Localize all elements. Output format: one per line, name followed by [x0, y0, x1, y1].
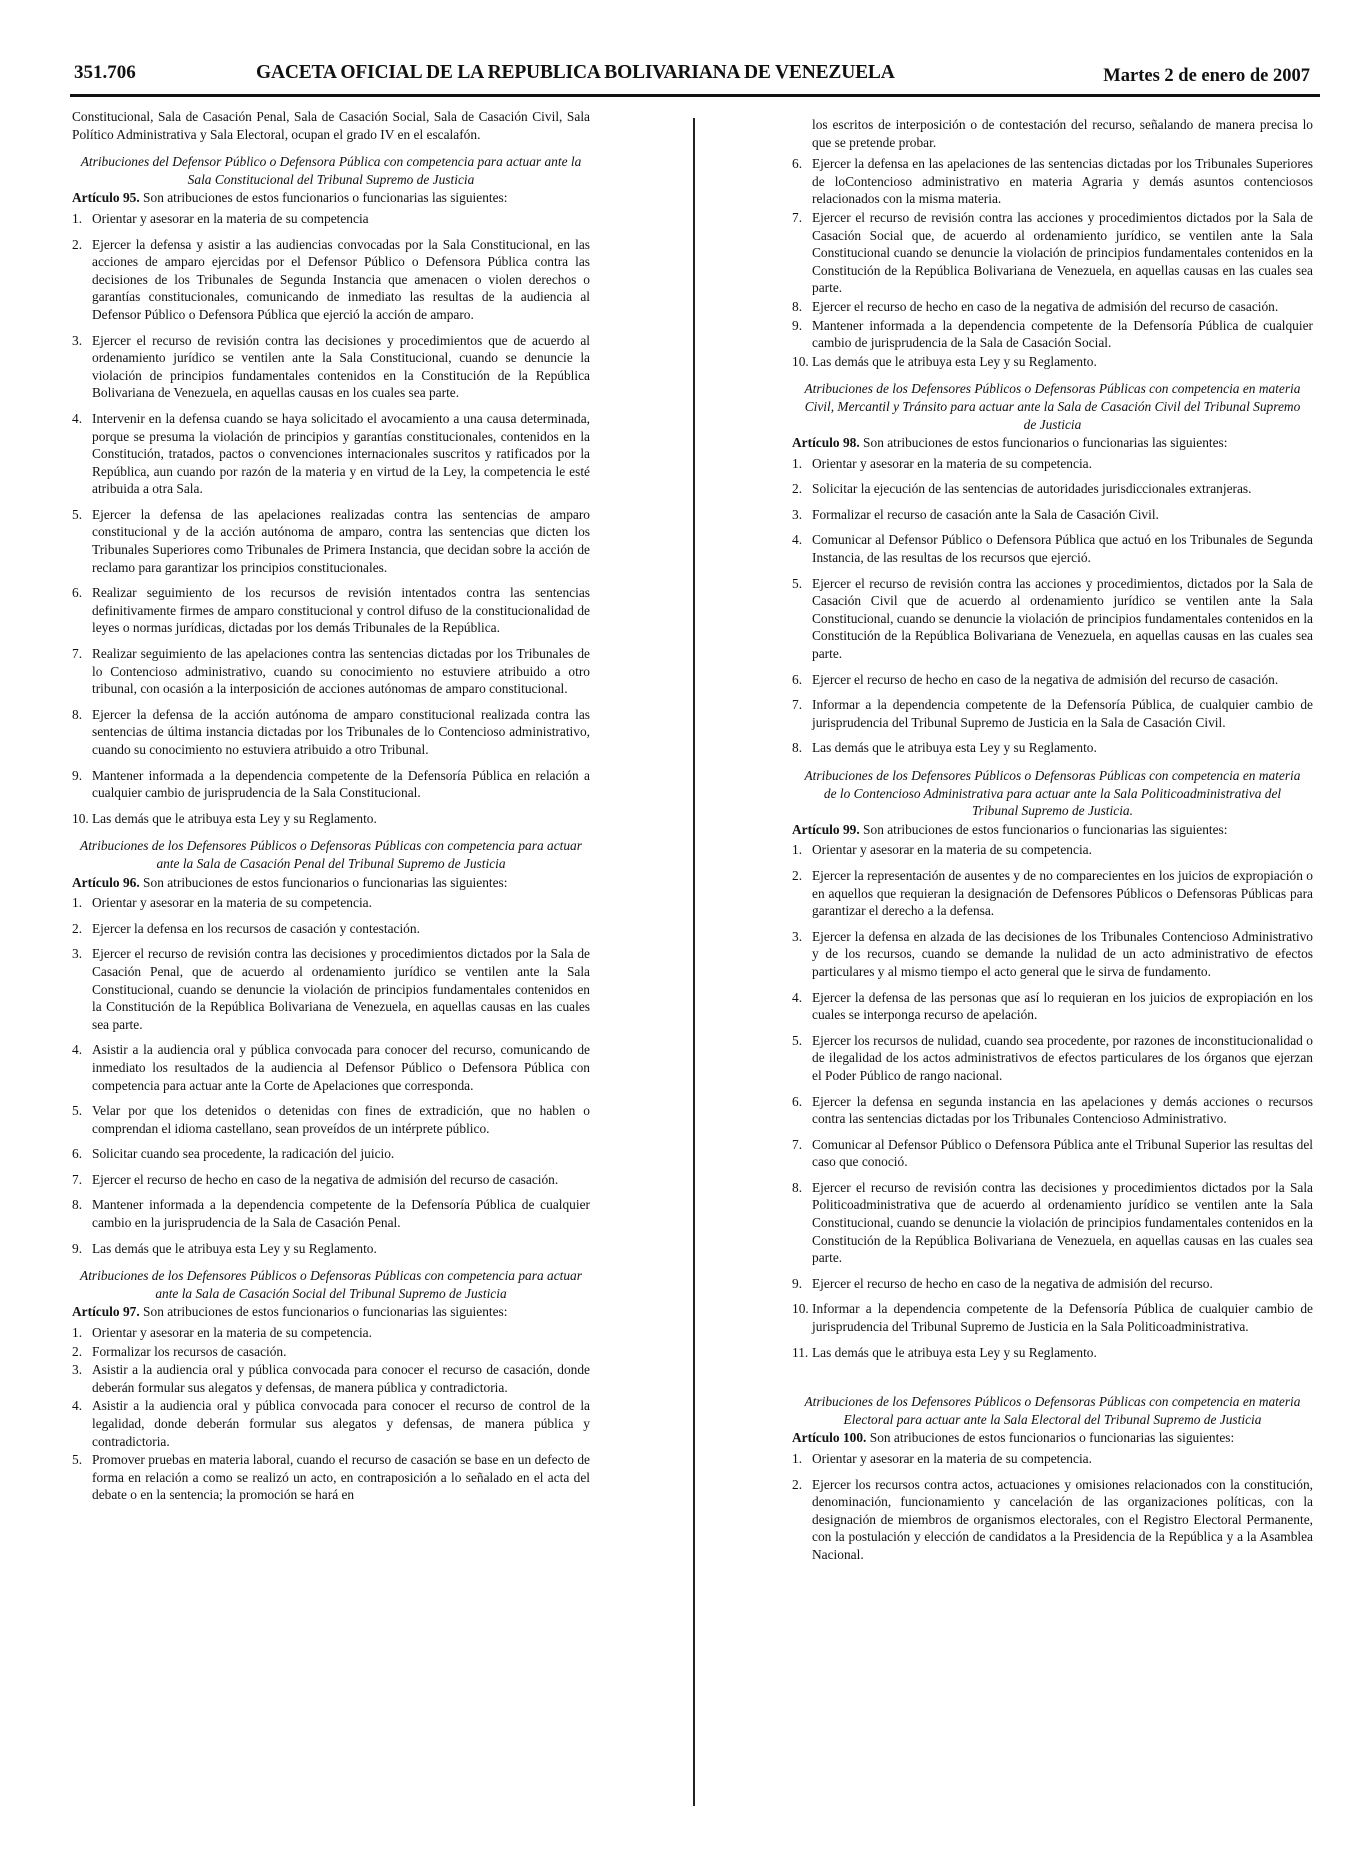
- item-number: 3.: [72, 946, 83, 962]
- list-item: [72, 1196, 590, 1231]
- item-number: 1.: [72, 210, 83, 226]
- item-number: 4.: [72, 1398, 83, 1414]
- item-text: Orientar y asesorar en la materia de su competencia.: [92, 1325, 372, 1341]
- article-99-label: Artículo 99.: [792, 821, 860, 837]
- item-number: 8.: [72, 1197, 83, 1213]
- item-text: Ejercer el recurso de revisión contra las acciones y procedimientos, dictados por la Sala de Casación Civil que de acuerdo al ordenamiento jurídico se ventilen ante la Sala Constitucional, cuando se denuncie la violación de principios fundamentales contenidos en la Constitución de la República Bolivariana de Venezuela, en aquellas causas en las cuales sea parte.: [812, 575, 1313, 662]
- list-item: [72, 210, 590, 228]
- list-item: [792, 353, 1313, 371]
- article-98-label: Artículo 98.: [792, 435, 860, 451]
- item-number: 4.: [792, 532, 803, 548]
- list-item: [72, 1343, 590, 1361]
- list-item: [72, 645, 590, 698]
- item-number: 1.: [72, 1325, 83, 1341]
- item-text: Ejercer el recurso de revisión contra las decisiones y procedimientos dictados por la Sala Politicoadministrativa que de acuerdo al ordenamiento jurídico se ventilen ante la Sala Constitucional, cuando se denuncie la violación de principios fundamentales contenidos en la Constitución de la República Bolivariana de Venezuela, en aquellas causas en las cuales sea parte.: [812, 1179, 1313, 1266]
- list-item: [72, 767, 590, 802]
- list-item: [72, 1102, 590, 1137]
- list-item: [72, 332, 590, 402]
- list-item: [792, 928, 1313, 981]
- item-text: Ejercer el recurso de revisión contra las acciones y procedimientos dictados por la Sala de Casación Social que, de acuerdo al ordenamiento jurídico, se ventilen ante la Sala Constitucional cuando se denuncie la violación de principios fundamentales contenidos en la Constitución de la República Bolivariana de Venezuela, en aquellas causas en las cuales sea parte.: [812, 209, 1313, 296]
- list-item: [792, 1275, 1313, 1293]
- item-number: 8.: [792, 1179, 803, 1195]
- item-text: Solicitar la ejecución de las sentencias de autoridades jurisdiccionales extranjeras.: [812, 481, 1252, 497]
- item-text: Las demás que le atribuya esta Ley y su Reglamento.: [812, 740, 1097, 756]
- list-item: [792, 1093, 1313, 1128]
- left-column: [72, 108, 590, 1510]
- item-number: 3.: [792, 506, 803, 522]
- item-number: 4.: [792, 989, 803, 1005]
- list-item: [72, 1324, 590, 1342]
- item-text: Mantener informada a la dependencia competente de la Defensoría Pública de cualquier cambio de jurisprudencia de la Sala de Casación Social.: [812, 317, 1313, 351]
- item-number: 10.: [792, 353, 809, 369]
- item-text: Mantener informada a la dependencia competente de la Defensoría Pública de cualquier cambio en la jurisprudencia de la Sala de Casación Penal.: [92, 1197, 590, 1231]
- list-item: [792, 480, 1313, 498]
- item-text: Ejercer la defensa de las apelaciones realizadas contra las sentencias de amparo constitucional y de la acción autónoma de amparo, contra las sentencias que dicten los Tribunales Superiores como Tribunales de Primera Instancia, que decidan sobre la acción de reclamo para garantizar los principios constitucionales.: [92, 506, 590, 575]
- item-text: Ejercer la defensa en las apelaciones de las sentencias dictadas por los Tribunales Superiores de loContencioso administrativo en materia Agraria y demás asuntos contenciosos relacionados con la misma materia.: [812, 156, 1313, 207]
- item-text: Ejercer los recursos de nulidad, cuando sea procedente, por razones de inconstitucionalidad o de ilegalidad de los actos administrativos de efectos particulares de los órganos que ejerzan el Poder Público de rango nacional.: [812, 1032, 1313, 1083]
- item-number: 7.: [72, 646, 83, 662]
- list-item: [792, 209, 1313, 297]
- item-text: Ejercer la defensa y asistir a las audiencias convocadas por la Sala Constitucional, en las acciones de amparo ejercidas por el Defensor Público o Defensora Pública contra las decisiones de los Tribunales de Segunda Instancia que amenacen o violen derechos o garantías constitucionales, comunicando de inmediato las resultas de la audiencia al Defensor Público o Defensora Pública que ejerció la acción de amparo.: [92, 236, 590, 322]
- item-text: Ejercer la representación de ausentes y de no comparecientes en los juicios de expropiación o en aquellos que requieran la designación de Defensores Públicos o Defensoras Públicas para garantizar el derecho a la defensa.: [812, 867, 1313, 919]
- list-item: [792, 1179, 1313, 1267]
- list-item: [792, 1344, 1313, 1362]
- item-number: 1.: [792, 455, 803, 471]
- item-text: Formalizar los recursos de casación.: [92, 1343, 287, 1359]
- item-text: Orientar y asesorar en la materia de su competencia.: [812, 842, 1092, 858]
- item-text: Orientar y asesorar en la materia de su competencia.: [812, 455, 1092, 471]
- list-item: [792, 455, 1313, 473]
- article-95-intro: [72, 189, 590, 207]
- article-97-intro: [72, 1303, 590, 1321]
- article-100-label: Artículo 100.: [792, 1430, 867, 1446]
- article-100-heading: Atribuciones de los Defensores Públicos o Defensoras Públicas con competencia en materia Electoral para actuar ante la Sala Electoral del Tribunal Supremo de Justicia: [804, 1394, 1301, 1427]
- item-text: Ejercer el recurso de revisión contra las decisiones y procedimientos que de acuerdo al ordenamiento jurídico se ventilen ante la Sala Constitucional, cuando se denuncie la violación de principios fundamentales contenidos en la Constitución de la República Bolivariana de Venezuela, en aquellas causas en los cuales sea parte.: [92, 332, 590, 401]
- article-98-heading: Atribuciones de los Defensores Públicos o Defensoras Públicas con competencia en materia Civil, Mercantil y Tránsito para actuar ante la Sala de Casación Civil del Tribunal Supremo de Justicia: [804, 381, 1301, 432]
- list-item: [792, 317, 1313, 352]
- list-item: [72, 1451, 590, 1504]
- list-item: [792, 1450, 1313, 1468]
- article-98-intro-text: Son atribuciones de estos funcionarios o funcionarias las siguientes:: [863, 435, 1228, 451]
- list-item: [792, 841, 1313, 859]
- item-text: Ejercer la defensa en alzada de las decisiones de los Tribunales Contencioso Administrativo y de los recursos, cuando se demande la nulidad de un acto administrativo de efectos particulares y al mismo tiempo el acto general que le sirva de fundamento.: [812, 928, 1313, 979]
- item-number: 6.: [792, 671, 803, 687]
- item-text: Ejercer el recurso de hecho en caso de la negativa de admisión del recurso de casación.: [812, 298, 1279, 314]
- item-text: Informar a la dependencia competente de la Defensoría Pública de cualquier cambio de jurisprudencia del Tribunal Supremo de Justicia en la Sala Politicoadministrativa.: [812, 1301, 1313, 1335]
- item-number: 6.: [792, 156, 803, 172]
- header-rule: [70, 94, 1320, 97]
- item-text: Ejercer la defensa de la acción autónoma de amparo constitucional realizada contra las sentencias de última instancia dictadas por los Tribunales de lo Contencioso administrativo, cuando su conocimiento no estuviera atribuido a otro Tribunal.: [92, 706, 590, 757]
- item-number: 8.: [792, 298, 803, 314]
- item-number: 6.: [792, 1093, 803, 1109]
- gazette-title: GACETA OFICIAL DE LA REPUBLICA BOLIVARIANA DE VENEZUELA: [256, 62, 895, 83]
- list-item: [792, 298, 1313, 316]
- item-number: 6.: [72, 585, 83, 601]
- article-95-intro-text: Son atribuciones de estos funcionarios o funcionarias las siguientes:: [143, 190, 508, 206]
- list-item: [792, 671, 1313, 689]
- article-97-intro-text: Son atribuciones de estos funcionarios o funcionarias las siguientes:: [143, 1304, 508, 1320]
- item-text: Orientar y asesorar en la materia de su competencia.: [92, 895, 372, 911]
- article-98-intro: [792, 434, 1313, 452]
- item-text: Ejercer la defensa en segunda instancia en las apelaciones y demás acciones o recursos contra las sentencias dictadas por los Tribunales Contencioso Administrativo.: [812, 1093, 1313, 1127]
- article-96-label: Artículo 96.: [72, 874, 140, 890]
- list-item: [72, 410, 590, 498]
- article-99-heading: Atribuciones de los Defensores Públicos o Defensoras Públicas con competencia en materia de lo Contencioso Administrativa para actuar ante la Sala Politicoadministrativa del Tribunal Supremo de Justicia.: [804, 768, 1301, 819]
- item-number: 7.: [72, 1171, 83, 1187]
- item-number: 4.: [72, 410, 83, 426]
- intro-paragraph: Constitucional, Sala de Casación Penal, Sala de Casación Social, Sala de Casación Civil, Sala Político Administrativa y Sala Electoral, ocupan el grado IV en el escalafón.: [72, 109, 590, 142]
- item-number: 7.: [792, 1136, 803, 1152]
- item-number: 10.: [792, 1301, 809, 1317]
- list-item: [72, 894, 590, 912]
- item-number: 9.: [792, 317, 803, 333]
- item-number: 10.: [72, 810, 89, 826]
- article-96-heading: Atribuciones de los Defensores Públicos o Defensoras Públicas con competencia para actuar ante la Sala de Casación Penal del Tribunal Supremo de Justicia: [80, 838, 582, 871]
- item-text: Informar a la dependencia competente de la Defensoría Pública, de cualquier cambio de jurisprudencia del Tribunal Supremo de Justicia en la Sala de Casación Civil.: [812, 697, 1313, 730]
- item-number: 6.: [72, 1146, 83, 1162]
- item-text: Comunicar al Defensor Público o Defensora Pública ante el Tribunal Superior las resultas del caso que conoció.: [812, 1136, 1313, 1170]
- item-text: Ejercer el recurso de hecho en caso de la negativa de admisión del recurso de casación.: [812, 671, 1279, 687]
- item-number: 7.: [792, 209, 803, 225]
- item-text: Las demás que le atribuya esta Ley y su Reglamento.: [812, 1344, 1097, 1360]
- item-number: 5.: [72, 1452, 83, 1468]
- list-item: [72, 236, 590, 324]
- page-header: [70, 62, 1320, 92]
- item-number: 8.: [792, 740, 803, 756]
- item-text: Mantener informada a la dependencia competente de la Defensoría Pública en relación a cualquier cambio de jurisprudencia de la Sala Constitucional.: [92, 767, 590, 801]
- item-number: 7.: [792, 697, 803, 713]
- article-97-heading: Atribuciones de los Defensores Públicos o Defensoras Públicas con competencia para actuar ante la Sala de Casación Social del Tribunal Supremo de Justicia: [80, 1268, 582, 1301]
- page-number: 351.706: [74, 62, 136, 83]
- item-text: Asistir a la audiencia oral y pública convocada para conocer el recurso de casación, donde deberán formular sus alegatos y defensas, de manera pública y contradictoria.: [92, 1362, 590, 1395]
- item-text: Asistir a la audiencia oral y pública convocada para conocer el recurso de control de la legalidad, donde deberán formular sus alegatos y defensas, de manera pública y contradictoria.: [92, 1398, 590, 1449]
- item-text: Asistir a la audiencia oral y pública convocada para conocer del recurso, comunicando de inmediato los resultados de la audiencia al Defensor Público o Defensora Pública con competencia para actuar ante la Corte de Apelaciones que corresponda.: [92, 1042, 590, 1093]
- item-number: 11.: [792, 1344, 809, 1360]
- item-text: Velar por que los detenidos o detenidas con fines de extradición, que no hablen o comprendan el idioma castellano, sean proveídos de un intérprete público.: [92, 1103, 590, 1136]
- item-text: Las demás que le atribuya esta Ley y su Reglamento.: [92, 1240, 377, 1256]
- list-item: [72, 945, 590, 1033]
- item-text: Intervenir en la defensa cuando se haya solicitado el avocamiento a una causa determinada, porque se presuma la violación de principios y garantías constitucionales, contenidos en la Constitución, tratados, pactos o convenciones internacionales suscritos y ratificados por la República, aun cuando por razón de la materia y en virtud de la Ley, la competencia le esté atribuida a otra Sala.: [92, 410, 590, 497]
- list-item: [72, 920, 590, 938]
- list-item: [72, 1361, 590, 1396]
- item-number: 2.: [72, 236, 83, 252]
- item-text: Comunicar al Defensor Público o Defensora Pública que actuó en los Tribunales de Segunda Instancia, de las resultas de los recursos que ejerció.: [812, 532, 1313, 566]
- item-number: 3.: [72, 1362, 83, 1378]
- article-96-list: [72, 894, 590, 1257]
- list-item: [72, 1397, 590, 1450]
- item-text: Formalizar el recurso de casación ante la Sala de Casación Civil.: [812, 506, 1159, 522]
- article-100-list: [792, 1450, 1313, 1564]
- article-99-intro-text: Son atribuciones de estos funcionarios o funcionarias las siguientes:: [863, 821, 1228, 837]
- article-98-list: [792, 455, 1313, 757]
- article-100-intro-text: Son atribuciones de estos funcionarios o funcionarias las siguientes:: [869, 1430, 1235, 1446]
- item-text: Orientar y asesorar en la materia de su competencia.: [812, 1451, 1092, 1466]
- item-number: 9.: [72, 767, 83, 783]
- article-96-intro-text: Son atribuciones de estos funcionarios o funcionarias las siguientes:: [143, 874, 508, 890]
- article-99-intro: [792, 821, 1313, 839]
- item-number: 2.: [72, 920, 83, 936]
- item-number: 3.: [72, 332, 83, 348]
- list-item: [72, 706, 590, 759]
- article-97-list-continued: [792, 155, 1313, 370]
- item-text: Ejercer el recurso de hecho en caso de la negativa de admisión del recurso de casación.: [92, 1171, 559, 1187]
- item-text: Realizar seguimiento de los recursos de revisión intentados contra las sentencias definitivamente firmes de amparo constitucional y control difuso de la constitucionalidad de leyes o normas jurídicas, dictadas por los demás Tribunales de la República.: [92, 585, 590, 636]
- item-number: 1.: [792, 1451, 803, 1466]
- item-text: Las demás que le atribuya esta Ley y su Reglamento.: [92, 810, 377, 826]
- article-96-intro: [72, 874, 590, 892]
- list-item: [792, 575, 1313, 663]
- section-gap: [792, 1369, 1313, 1383]
- list-item: [72, 1171, 590, 1189]
- item-text: Solicitar cuando sea procedente, la radicación del juicio.: [92, 1146, 395, 1162]
- list-item: [792, 531, 1313, 566]
- item-text: Ejercer los recursos contra actos, actuaciones y omisiones relacionados con la constitución, denominación, funcionamiento y cancelación de las organizaciones políticas, con la designación de miembros de organismos electorales, con el Registro Electoral Permanente, con la postulación y elección de candidatos a la Presidencia de la República y a la Asamblea Nacional.: [812, 1476, 1313, 1562]
- item-number: 1.: [72, 895, 83, 911]
- item-number: 5.: [792, 575, 803, 591]
- list-item: [792, 1032, 1313, 1085]
- item-text: Las demás que le atribuya esta Ley y su Reglamento.: [812, 353, 1097, 369]
- item-number: 5.: [72, 1103, 83, 1119]
- item-text: Ejercer el recurso de revisión contra las decisiones y procedimientos dictados por la Sala de Casación Penal, que de acuerdo al ordenamiento jurídico se ventilen ante la Sala Constitucional, cuando se denuncie la violación de principios fundamentales contenidos en la Constitución de la República Bolivariana de Venezuela, en aquellas causas en las cuales sea parte.: [92, 946, 590, 1032]
- column-divider: [693, 118, 695, 1806]
- article-100-intro: [792, 1429, 1313, 1447]
- item-number: 2.: [792, 867, 803, 883]
- list-item: [792, 1136, 1313, 1171]
- article-97-label: Artículo 97.: [72, 1304, 140, 1320]
- list-item: [792, 155, 1313, 208]
- article-95-label: Artículo 95.: [72, 190, 140, 206]
- item-number: 4.: [72, 1042, 83, 1058]
- article-97-list: [72, 1324, 590, 1504]
- item-number: 1.: [792, 842, 803, 858]
- list-item: [792, 506, 1313, 524]
- item-number: 8.: [72, 706, 83, 722]
- list-item: [792, 696, 1313, 731]
- list-item: [72, 1240, 590, 1258]
- item-text: Ejercer la defensa en los recursos de casación y contestación.: [92, 920, 420, 936]
- list-item: [792, 989, 1313, 1024]
- list-item: [72, 584, 590, 637]
- item-number: 9.: [72, 1240, 83, 1256]
- item-number: 2.: [792, 481, 803, 497]
- item-number: 3.: [792, 928, 803, 944]
- list-item: [792, 867, 1313, 920]
- list-item: [792, 1476, 1313, 1564]
- item-text: Realizar seguimiento de las apelaciones contra las sentencias dictadas por los Tribunales de lo Contencioso administrativo, cuando su conocimiento no estuviere atribuido a otro tribunal, con ocasión a la interposición de acciones autónomas de amparo constitucional.: [92, 646, 590, 697]
- item-number: 5.: [792, 1032, 803, 1048]
- item-number: 2.: [72, 1343, 83, 1359]
- item-number: 9.: [792, 1275, 803, 1291]
- item-text: Promover pruebas en materia laboral, cuando el recurso de casación se base en un defecto de forma en relación a como se realizó un acto, en contraposición a lo señalado en el acta del debate o en la sentencia; la promoción se hará en: [92, 1452, 590, 1503]
- right-column: [792, 116, 1313, 1572]
- item-text: Ejercer el recurso de hecho en caso de la negativa de admisión del recurso.: [812, 1275, 1213, 1291]
- article-95-heading: Atribuciones del Defensor Público o Defensora Pública con competencia para actuar ante la Sala Constitucional del Tribunal Supremo de Justicia: [80, 154, 582, 187]
- item-number: 5.: [72, 506, 83, 522]
- list-item: [72, 1145, 590, 1163]
- list-item: [792, 1300, 1313, 1335]
- list-item: [72, 810, 590, 828]
- item-number: 2.: [792, 1476, 803, 1492]
- article-97-continuation: los escritos de interposición o de contestación del recurso, señalando de manera precisa lo que se pretende probar.: [812, 117, 1313, 150]
- list-item: [72, 506, 590, 576]
- issue-date: Martes 2 de enero de 2007: [1103, 66, 1310, 86]
- article-95-list: [72, 210, 590, 827]
- item-text: Ejercer la defensa de las personas que así lo requieran en los juicios de expropiación en los cuales se interponga recurso de apelación.: [812, 989, 1313, 1023]
- list-item: [72, 1041, 590, 1094]
- article-99-list: [792, 841, 1313, 1361]
- item-text: Orientar y asesorar en la materia de su competencia: [92, 210, 369, 226]
- list-item: [792, 739, 1313, 757]
